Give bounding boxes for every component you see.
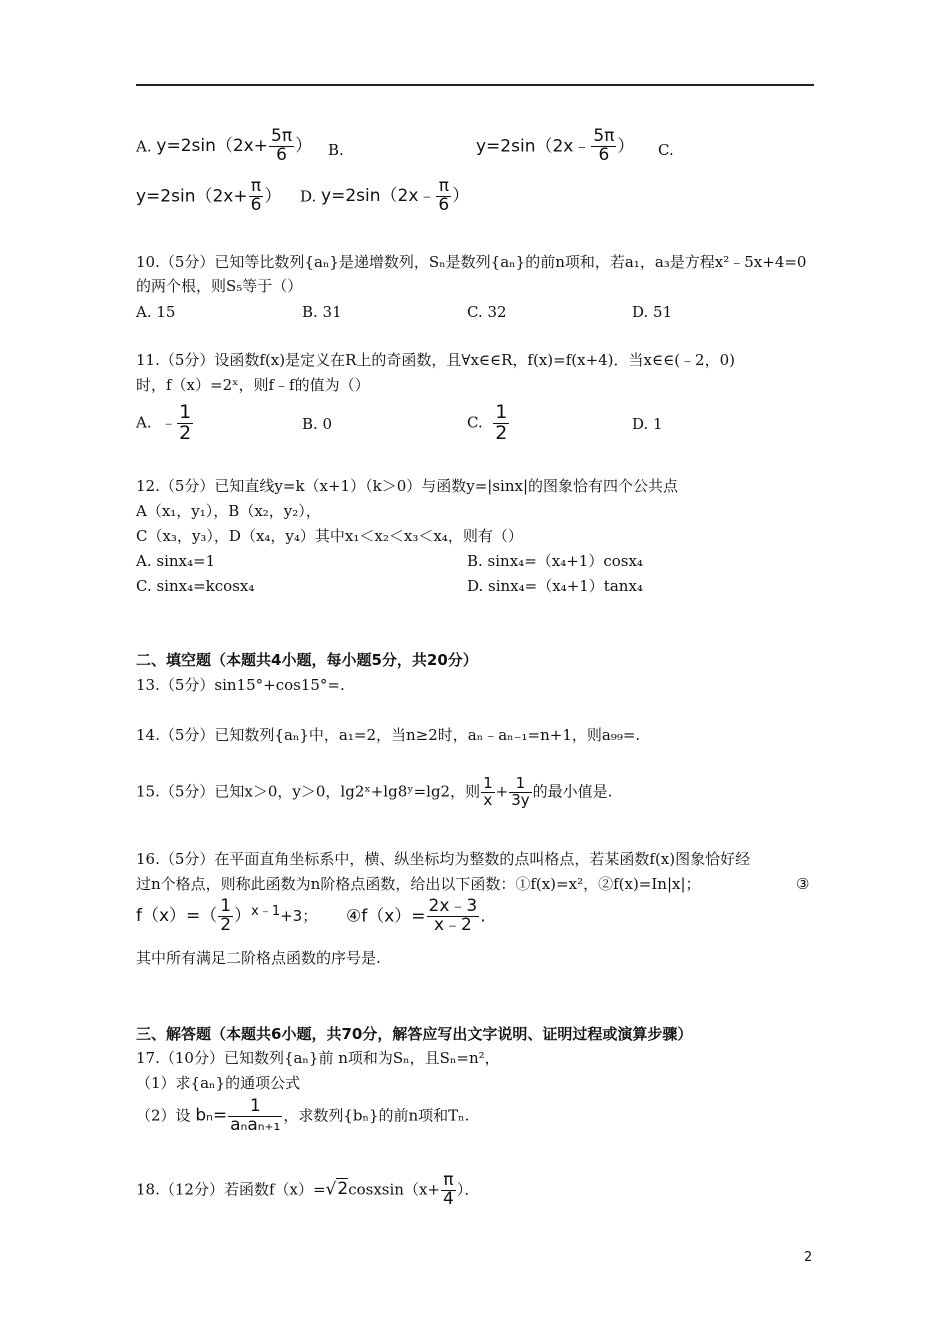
q9-option-d: D. y=2sin（2x﹣ $\frac{\pi}{6}$ ） (300, 176, 470, 215)
q13: 13.（5分）sin15°+cos15°=. (136, 676, 345, 694)
q12-option-a: A. sinx₄=1 (136, 552, 216, 570)
q16-function-4: ④f（x）= $\frac{2x﹣3}{x﹣2}$ . (346, 896, 486, 935)
q14: 14.（5分）已知数列{aₙ}中，a₁=2，当n≥2时，aₙ﹣aₙ₋₁=n+1，则a₉₉=. (136, 726, 641, 744)
q11-option-b: B. 0 (302, 415, 333, 433)
q10-stem-line2: 的两个根，则S₅等于（） (136, 277, 303, 295)
section3-title: 三、解答题（本题共6小题，共70分，解答应写出文字说明、证明过程或演算步骤） (136, 1025, 693, 1043)
q16-function-3: f（x）=（ $\frac{1}{2}$ ）$^{x﹣1}$+3； (136, 896, 318, 935)
q15: 15.（5分）已知x＞0，y＞0，lg2ˣ+lg8ʸ=lg2，则 $\frac{1}{x}$ + $\frac{1}{3y}$ 的最小值是. (136, 774, 613, 809)
q9-option-a: A. y=2sin（2x+ $\frac{5\pi}{6}$ ） (136, 126, 313, 165)
q17-part1: （1）求{aₙ}的通项公式 (136, 1074, 301, 1092)
page-number: 2 (804, 1250, 813, 1265)
q10-option-c: C. 32 (467, 303, 507, 321)
q12-stem-line3: C（x₃，y₃），D（x₄，y₄）其中x₁＜x₂＜x₃＜x₄，则有（） (136, 527, 523, 545)
q10-option-a: A. 15 (136, 303, 176, 321)
q18-stem: 18.（12分）若函数f（x）=√2cosxsin（x+ $\frac{\pi}{4}$ ）． (136, 1170, 480, 1209)
q16-stem-line1: 16.（5分）在平面直角坐标系中，横、纵坐标均为整数的点叫格点，若某函数f(x)图象恰好经 (136, 850, 751, 868)
q11-option-d: D. 1 (632, 415, 663, 433)
header-rule (136, 84, 814, 86)
q11-stem-line1: 11.（5分）设函数f(x)是定义在R上的奇函数，且∀x∈∈R，f(x)=f(x+4)．当x∈∈(﹣2，0) (136, 351, 735, 369)
q16-stem-line2: 过n个格点，则称此函数为n阶格点函数，给出以下函数：①f(x)=x²，②f(x)=In|x|； (136, 875, 701, 893)
q9-option-a-formula: y=2sin（2x+ $\frac{5\pi}{6}$ ） (156, 126, 313, 165)
section2-title: 二、填空题（本题共4小题，每小题5分，共20分） (136, 651, 478, 669)
q12-option-c: C. sinx₄=kcosx₄ (136, 577, 255, 595)
q11-option-c: C. $\frac{1}{2}$ (467, 401, 508, 444)
q17-stem: 17.（10分）已知数列{aₙ}前 n项和为Sₙ，且Sₙ=n²， (136, 1049, 500, 1067)
q17-part2: （2）设 bₙ= $\frac{1}{\text{aₙaₙ₊₁}}$ ，求数列{bₙ}的前n项和Tₙ. (136, 1096, 470, 1135)
q9-option-b-label: B. (328, 141, 344, 159)
q12-stem-line1: 12.（5分）已知直线y=k（x+1）（k＞0）与函数y=|sinx|的图象恰有四个公共点 (136, 477, 679, 495)
sqrt-sign: √ (325, 1179, 337, 1200)
q12-option-b: B. sinx₄=（x₄+1）cosx₄ (467, 552, 643, 570)
q9-option-c: y=2sin（2x+ $\frac{\pi}{6}$ ） (136, 176, 282, 215)
q12-option-d: D. sinx₄=（x₄+1）tanx₄ (467, 577, 643, 595)
q9-option-b: y=2sin（2x﹣ $\frac{5\pi}{6}$ ） (476, 126, 635, 165)
q9-option-c-label: C. (658, 141, 674, 159)
q11-stem-line2: 时，f（x）=2ˣ，则f﹣f的值为（） (136, 376, 370, 394)
q16-circled-3: ③ (796, 875, 810, 893)
q11-option-a: A. ﹣ $\frac{1}{2}$ (136, 401, 192, 444)
q16-stem-line4: 其中所有满足二阶格点函数的序号是. (136, 949, 381, 967)
q12-stem-line2: A（x₁，y₁），B（x₂，y₂）， (136, 502, 321, 520)
q10-option-d: D. 51 (632, 303, 673, 321)
q10-option-b: B. 31 (302, 303, 342, 321)
q10-stem-line1: 10.（5分）已知等比数列{aₙ}是递增数列，Sₙ是数列{aₙ}的前n项和，若a₁，a₃是方程x²﹣5x+4=0 (136, 253, 807, 271)
